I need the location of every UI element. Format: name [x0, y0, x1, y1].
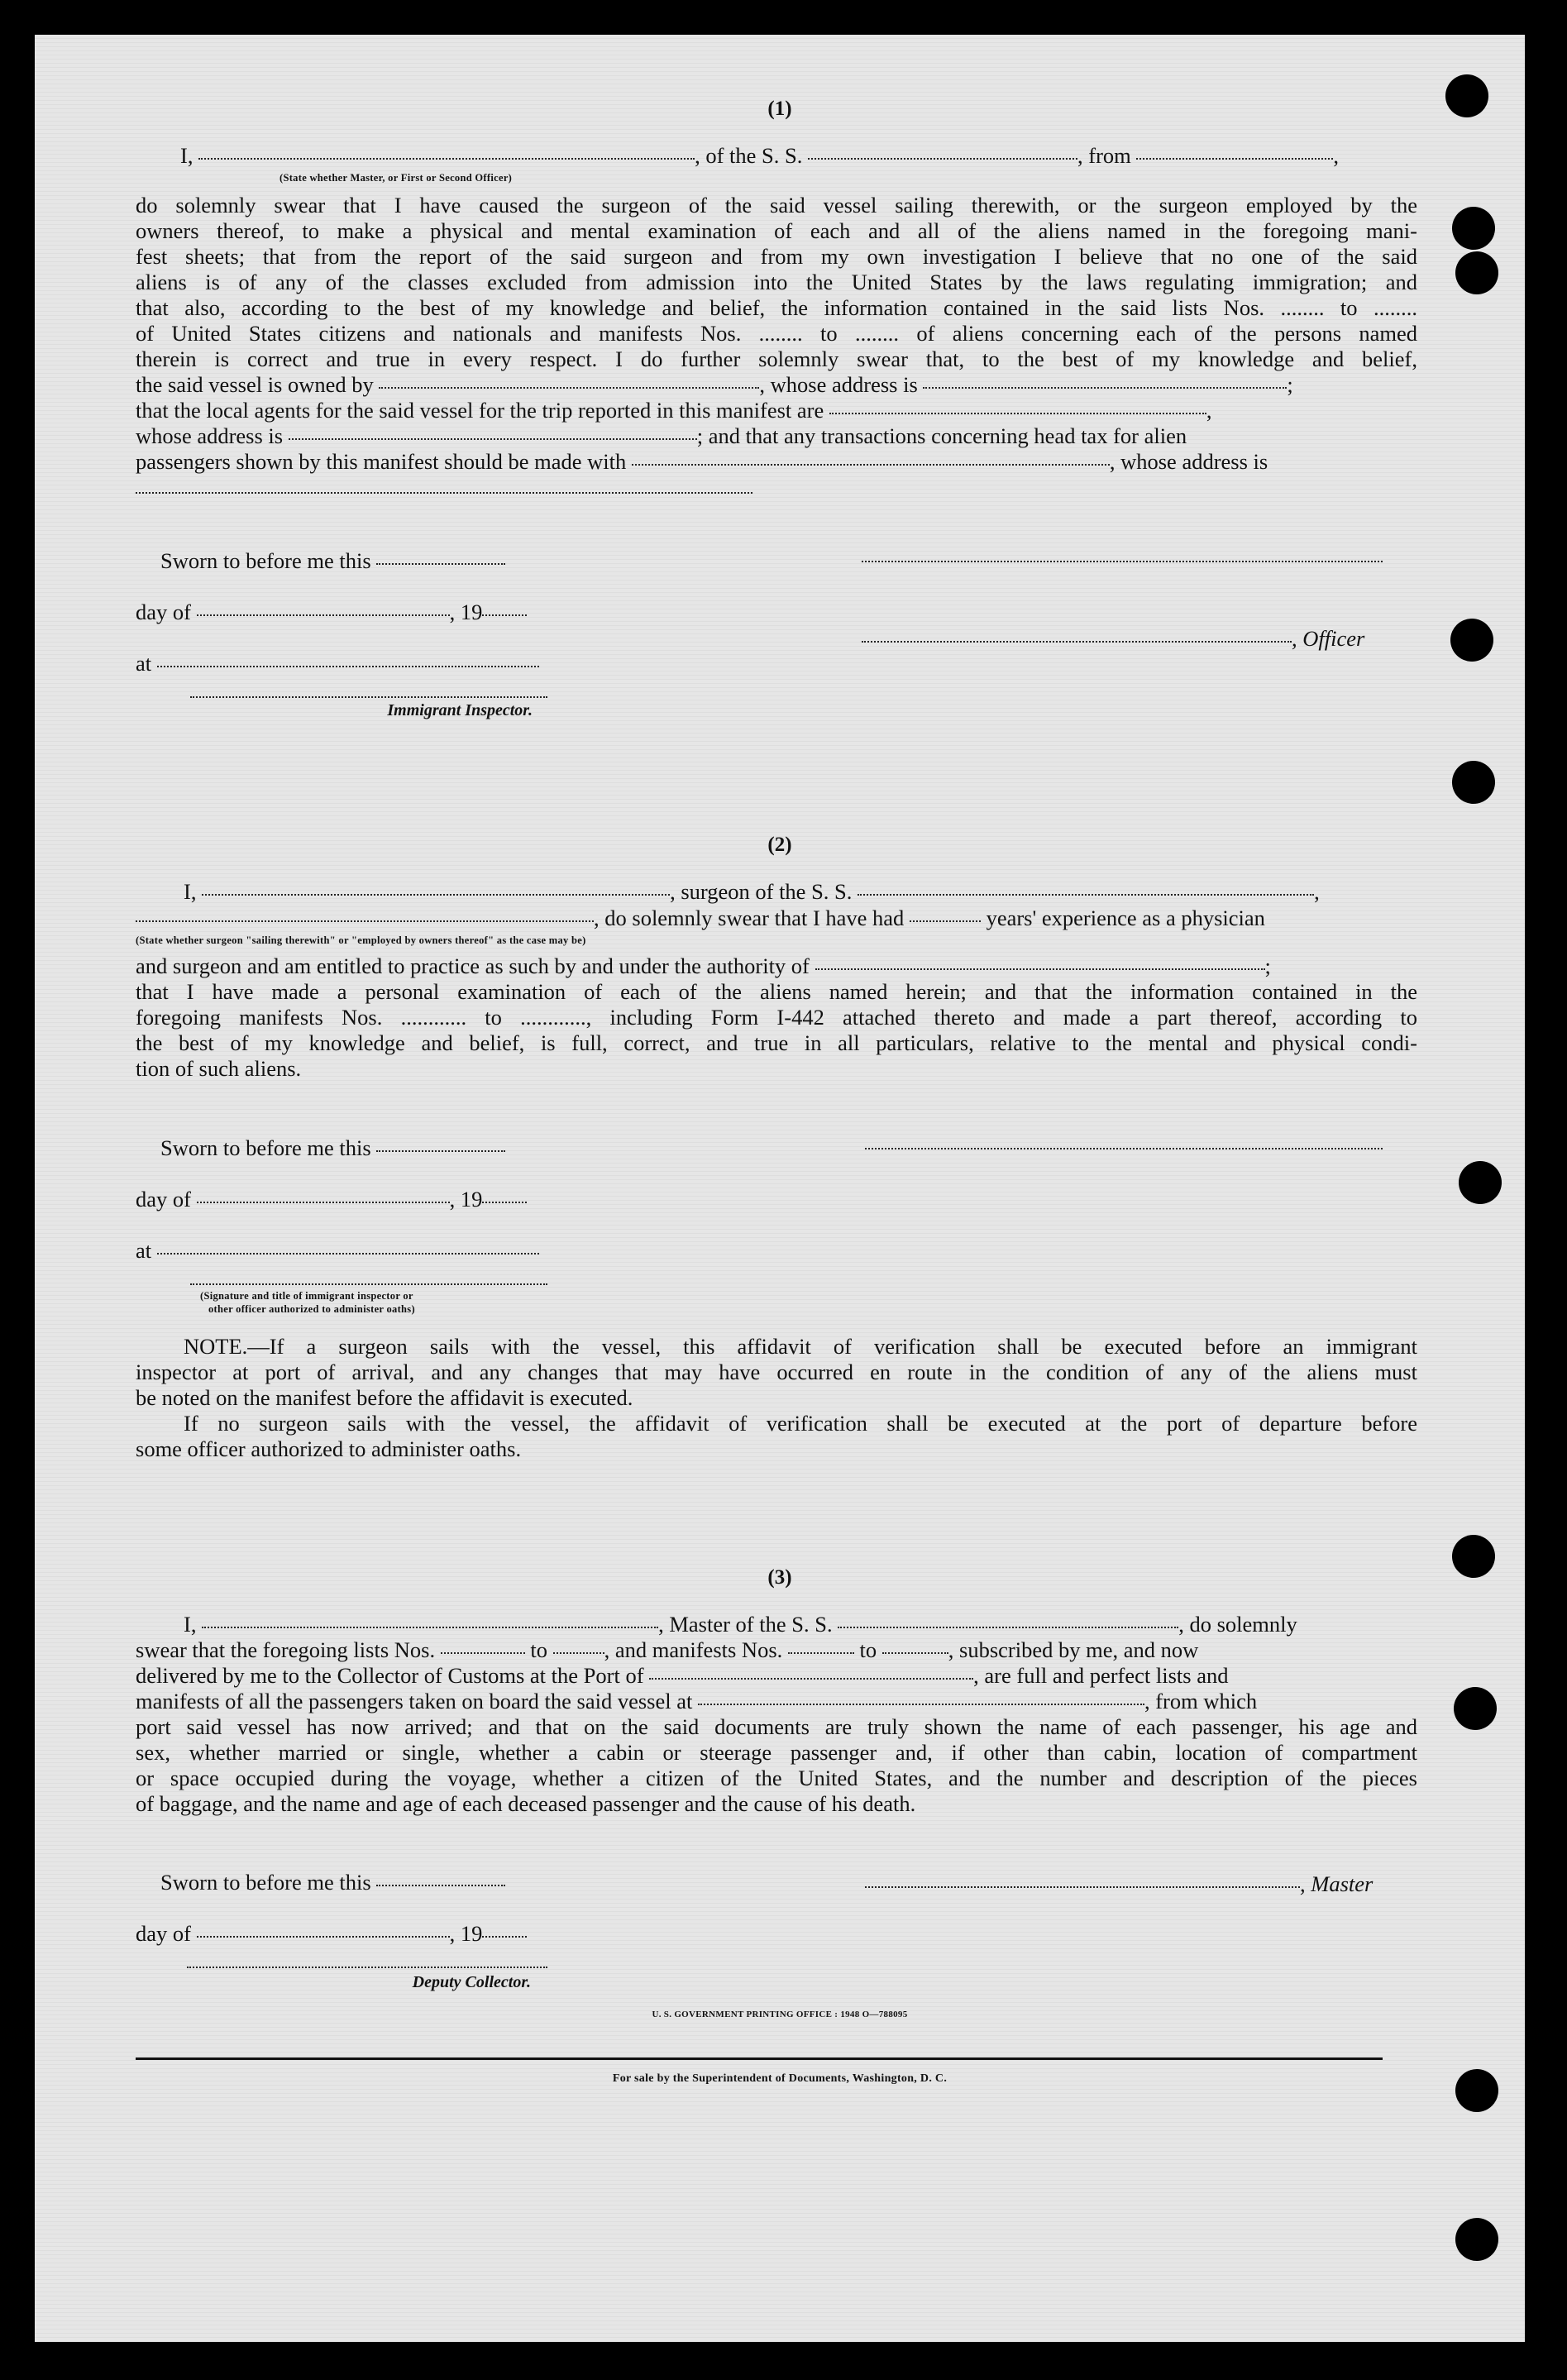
section-1-signature-blank	[862, 561, 1383, 562]
section-1-body-line: fest sheets; that from the report of the said surgeon and from my own investigation I believe that no one of the said	[136, 244, 1417, 269]
section-3-line-3: delivered by me to the Collector of Customs at the Port of , are full and perfect lists and	[136, 1663, 1229, 1688]
section-3-line-1: I, , Master of the S. S. , do solemnly	[184, 1612, 1297, 1637]
section-1-body-line: therein is correct and true in every respect. I do further solemnly swear that, to the best of my knowledge and belief,	[136, 346, 1417, 371]
section-1-body-line: aliens is of any of the classes excluded from admission into the United States by the laws regulating immigration; and	[136, 270, 1417, 294]
section-2-day-line: day of , 19	[136, 1186, 527, 1212]
section-2-sworn-line: Sworn to before me this	[160, 1135, 505, 1161]
section-2-line-1: I, , surgeon of the S. S. ,	[184, 879, 1320, 904]
section-2-caption: (State whether surgeon "sailing therewith" or "employed by owners thereof" as the case may be)	[136, 934, 586, 946]
section-1-day-line: day of , 19	[136, 599, 527, 625]
punch-hole	[1455, 2218, 1498, 2261]
section-3-line-2: swear that the foregoing lists Nos. to , and manifests Nos. to , subscribed by me, and now	[136, 1637, 1199, 1662]
section-1-at-line: at	[136, 650, 539, 676]
section-3-body-last: of baggage, and the name and age of each deceased passenger and the cause of his death.	[136, 1791, 916, 1816]
sale-notice: For sale by the Superintendent of Documents, Washington, D. C.	[612, 2072, 948, 2085]
section-1-passengers-line: passengers shown by this manifest should be made with , whose address is	[136, 449, 1268, 474]
punch-hole	[1459, 1161, 1502, 1204]
section-2-body-line: that I have made a personal examination of each of the aliens named herein; and that the information contained in the	[136, 979, 1417, 1004]
footer-rule	[136, 2057, 1383, 2060]
section-3-master-line: , Master	[865, 1871, 1373, 1897]
section-2-at-line: at	[136, 1237, 539, 1264]
section-2-line-2: , do solemnly swear that I have had years' experience as a physician	[136, 905, 1265, 931]
section-2-body-line: foregoing manifests Nos. ............ to ............, including Form I-442 attached thereto and made a part thereof, according to	[136, 1005, 1417, 1030]
section-2-heading: (2)	[767, 834, 792, 856]
section-1-body-line: of United States citizens and nationals and manifests Nos. ........ to ........ of aliens concerning each of the persons named	[136, 321, 1417, 346]
section-1-address-blank	[136, 492, 752, 494]
punch-hole	[1455, 251, 1498, 294]
section-3-sworn-line: Sworn to before me this	[160, 1869, 505, 1895]
punch-hole	[1450, 619, 1493, 662]
section-1-body-line: owners thereof, to make a physical and mental examination of each and all of the aliens named in the foregoing mani-	[136, 218, 1417, 243]
section-1-heading: (1)	[767, 98, 792, 120]
section-3-collector-caption: Deputy Collector.	[412, 1973, 531, 1991]
punch-hole	[1452, 761, 1495, 804]
section-1-officer-line: , Officer	[862, 625, 1364, 652]
section-2-note2-last: some officer authorized to administer oaths.	[136, 1436, 522, 1461]
section-3-body-line: port said vessel has now arrived; and that on the said documents are truly shown the name of each passenger, his age and	[136, 1714, 1417, 1739]
section-2-note-line: NOTE.—If a surgeon sails with the vessel, this affidavit of verification shall be executed before an immigrant	[184, 1334, 1417, 1359]
section-1-inspector-caption: Immigrant Inspector.	[387, 701, 533, 719]
section-2-body-line: the best of my knowledge and belief, is full, correct, and true in all particulars, relative to the mental and physical condi-	[136, 1030, 1417, 1055]
section-2-sig-blank	[190, 1283, 547, 1285]
section-1-local-agents-line: that the local agents for the said vessel for the trip reported in this manifest are ,	[136, 398, 1212, 423]
section-3-line-4: manifests of all the passengers taken on board the said vessel at , from which	[136, 1689, 1258, 1713]
section-1-body-line: that also, according to the best of my knowledge and belief, the information contained in the said lists Nos. ........ to ........	[136, 295, 1417, 320]
section-2-note-line: inspector at port of arrival, and any changes that may have occurred en route in the condition of any of the aliens must	[136, 1360, 1417, 1384]
punch-hole	[1452, 207, 1495, 250]
printing-office-imprint: U. S. GOVERNMENT PRINTING OFFICE : 1948 O—788095	[652, 2010, 908, 2019]
section-2-sig-caption: (Signature and title of immigrant inspector or	[200, 1290, 413, 1302]
section-2-note2-line: If no surgeon sails with the vessel, the affidavit of verification shall be executed at the port of departure before	[184, 1411, 1417, 1436]
section-1-sworn-line: Sworn to before me this	[160, 547, 505, 574]
section-2-body-last: tion of such aliens.	[136, 1056, 302, 1081]
manifest-affidavit-page	[35, 35, 1525, 2342]
section-2-sig-caption: other officer authorized to administer oaths)	[208, 1303, 415, 1315]
punch-hole	[1454, 1687, 1497, 1730]
section-2-authority-line: and surgeon and am entitled to practice as such by and under the authority of ;	[136, 953, 1271, 978]
section-1-address-tax-line: whose address is ; and that any transactions concerning head tax for alien	[136, 423, 1187, 448]
section-2-note-last: be noted on the manifest before the affidavit is executed.	[136, 1385, 633, 1410]
section-3-heading: (3)	[767, 1566, 792, 1589]
section-3-body-line: or space occupied during the voyage, whether a citizen of the United States, and the number and description of the pieces	[136, 1766, 1417, 1790]
section-1-body-line: do solemnly swear that I have caused the surgeon of the said vessel sailing therewith, or the surgeon employed by the	[136, 193, 1417, 217]
section-2-signature-blank	[865, 1148, 1383, 1149]
section-3-collector-blank	[187, 1967, 547, 1968]
section-1-line-1: I, , of the S. S. , from ,	[180, 143, 1340, 168]
section-3-body-line: sex, whether married or single, whether a cabin or steerage passenger and, if other than cabin, location of compartment	[136, 1740, 1417, 1765]
section-1-caption: (State whether Master, or First or Second Officer)	[279, 172, 513, 184]
section-3-day-line: day of , 19	[136, 1920, 527, 1947]
section-1-owned-by-line: the said vessel is owned by , whose address is ;	[136, 372, 1293, 397]
section-1-inspector-blank	[190, 696, 547, 698]
